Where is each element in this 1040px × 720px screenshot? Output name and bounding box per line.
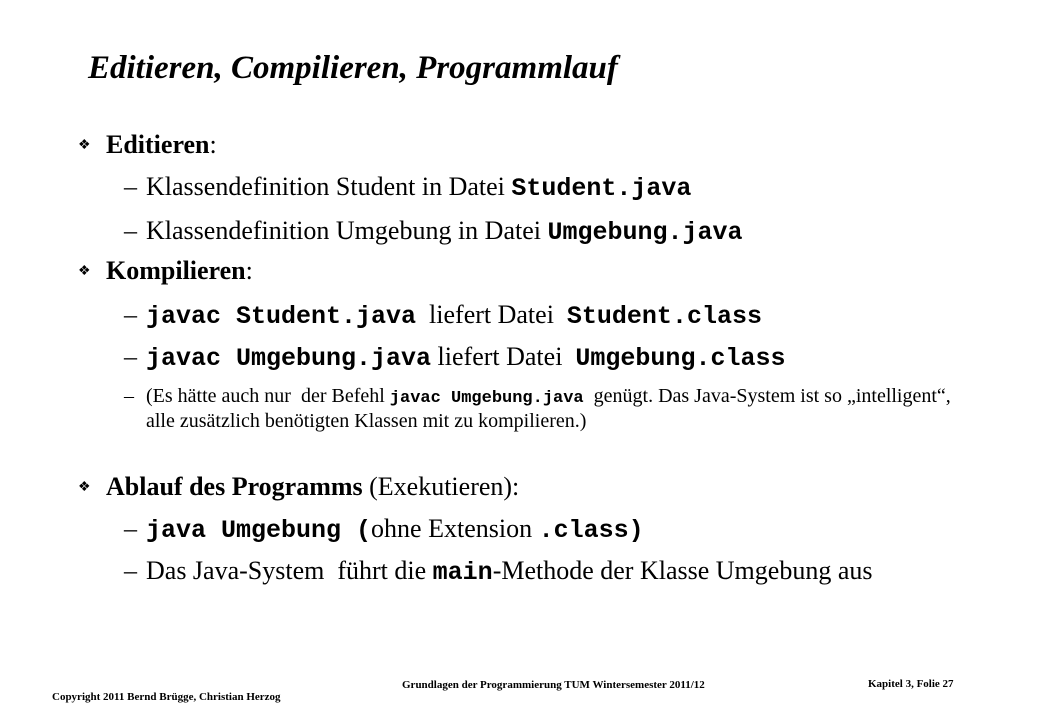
diamond-bullet-icon: ❖ xyxy=(78,264,91,279)
filename-code: Student.class xyxy=(566,302,762,331)
section-heading: Ablauf des Programms xyxy=(106,472,363,501)
method-code: main xyxy=(432,558,493,587)
footer-copyright: Copyright 2011 Bernd Brügge, Christian Herzog xyxy=(52,691,281,703)
bullet-kompilieren: ❖ Kompilieren: xyxy=(78,256,253,285)
bullet-ablauf: ❖ Ablauf des Programms (Exekutieren): xyxy=(78,472,520,501)
diamond-bullet-icon: ❖ xyxy=(78,480,91,495)
bullet-editieren: ❖ Editieren: xyxy=(78,130,217,159)
section-heading: Kompilieren xyxy=(106,256,246,285)
command-code: javac Umgebung.java xyxy=(146,344,432,373)
footer-slide-number: Kapitel 3, Folie 27 xyxy=(868,678,954,690)
section-heading: Editieren xyxy=(106,130,210,159)
command-code: javac Student.java xyxy=(146,302,417,331)
command-code: java Umgebung ( xyxy=(146,516,372,545)
slide-title: Editieren, Compilieren, Programmlauf xyxy=(88,50,618,86)
sub-item: – javac Umgebung.java liefert Datei Umgebung.class xyxy=(124,342,786,373)
sub-item: – javac Student.java liefert Datei Student.class xyxy=(124,300,762,331)
command-code: javac Umgebung.java xyxy=(389,389,584,408)
diamond-bullet-icon: ❖ xyxy=(78,138,91,153)
sub-item: – Klassendefinition Umgebung in Datei Umgebung.java xyxy=(124,216,743,247)
sub-item: – Das Java-System führt die main-Methode der Klasse Umgebung aus xyxy=(124,556,873,587)
note-block: – (Es hätte auch nur der Befehl javac Umgebung.java genügt. Das Java-System ist so „intelligent“, alle zusätzlich benötigten Klassen mit zu kompilieren.) xyxy=(124,385,984,433)
filename-code: Umgebung.class xyxy=(575,344,786,373)
filename-code: Student.java xyxy=(511,174,692,203)
footer-course: Grundlagen der Programmierung TUM Wintersemester 2011/12 xyxy=(402,679,705,691)
sub-item: – java Umgebung (ohne Extension .class) xyxy=(124,514,644,545)
extension-code: .class xyxy=(538,516,629,545)
sub-item: – Klassendefinition Student in Datei Student.java xyxy=(124,172,692,203)
note-text: (Es hätte auch nur der Befehl javac Umgebung.java genügt. Das Java-System ist so „intelligent“, alle zusätzlich benötigten Klassen mit zu kompilieren.) xyxy=(146,385,956,432)
filename-code: Umgebung.java xyxy=(547,218,743,247)
